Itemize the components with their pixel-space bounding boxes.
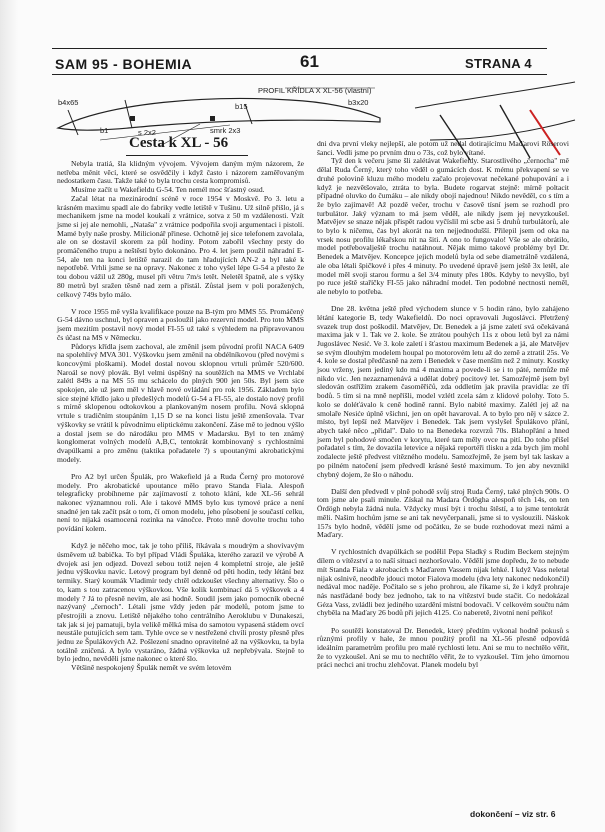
header-rule-bottom xyxy=(52,74,547,75)
paragraph: dni dva první vleky nejlepší, ale potom už nedal dotirajícímu Maďarovi Röserovi šanci. Vedli jsme po prvním dnu o 73s, což bylo vítané. xyxy=(317,139,569,157)
header-rule-top xyxy=(52,48,547,49)
page-number: 61 xyxy=(300,52,319,71)
article-title: Cesta k XL - 56 xyxy=(129,135,229,151)
profile-label: PROFIL KŘÍDLA X XL-56 (vlastní) xyxy=(258,86,372,95)
paragraph: Půdorys křídla jsem zachoval, ale změnil jsem původní profil NACA 6409 na spolehlivý MVA 301. Výškovku jsem změnil na obdélníkovou (před novými s koncovými ploškami). Model dostal novou sklopnou vrtuli průměr 520/600. Naroál se nový plovák. Byl velmi úspěšný na soutěžích na MMS ve Vrchlabí zalétl 849s a na MS 55 mu schácelo do plných 900 jen 50s. Byl jsem sice spokojen, ale už jsem měl v hlavě nové ovládání pro rok 1956. Základem bylo sice stejné křídlo jako u předešlých modelů G-54 a FI-55, ale dostalo nový profil s mírně sklopenou odtokovkou a plankovaným nosem profilu. Nová sklopná vrtule s tradičním stoupáním 1,15 D se na konci listu ještě zmenšovala. Tvar výškovky se vrátil k původnímu eliptickému zakončení. Záse mě to jednou výšlo a dostal jsem se do národáku pro MMS v Madarsku. Byl to ten známý konglomerat volných modelů A,B,C, tentokrát kombinovaný s rychlostními dvapúlkami a pro změnu (taktika pořadatele ?) s upoutanými akrobatickými modely. xyxy=(57,341,304,464)
paragraph: Dne 28. května ještě před východem slunce v 5 hodin ráno, bylo zahájeno létání kategorie B, tedy Wakefieldů. Do noci opravovali Jugoslávci. Přetržený svazek trup dost poškodil. Matvějev, Dr. Benedek a já jsme zaletí svá očekávaná maxima jak v 1. Tak ve 2. kole. Se ztrátou pouhých 11s z obou letů byl za námi Jugoslávec Nesić. Ve 3. kole zaletí i šťastou maximum Bedenek a já, ale Matvějev se svým dlouhým modelem houpal po motorovém letu až do země a ztratil 25s. Ve 4. kole se dostal předčasně na zem i Benedek v čase menším než 2 minuty. Kostky jsou vrženy, jsem jediný kdo má 4 maxima a povede-li se i to páté, nemůže mě nikdo vic. Jen nezaznamenává a udělat dobrý pocitový let. Samozřejmě jsem byl sledován ostřížím zrakem časoměřičů, zda oddletím jak pravila pravidla: ze tří bodů. 5 tím si na mně nepříšli, model vzlétl zcela sám z klidové polohy. Toto 5. kolo se doléťávalo k ceně hodině ranní. Bylo nabité maximy. Zalétl jej až na smolaře Nesiće úplně všichni, jen on opět havaroval. A to bylo pro něj v sázce 2. místo, byl lepší než Matvějev i Benedek. Tak jsem vyslyšel Špulákovo přání, abych také něco „přidal". Dalo to na Benedeka rozvrzů 70s. Blahopřání a hned jsem byl pohodové smočen v korytu, které tam měly ovce na pití. Do toho přišel pořadatel s tím, že dovazila letevice a nějaká reportéři tlisku a zda bych jim mohl zodalecte ještě předvest vítězného modelu. Samozřejmě, že jsem byl tak laskav a po pilném natočení jsem předvedl krásné šesté maximum. To jen aby nevznikl chybný dojem, že šlo o náhodu. xyxy=(317,304,569,479)
paragraph: Další den předvedl v plně pohodě svůj stroj Ruda Černý, také plných 900s. O tom jsme ale psali minule. Získal na Madara Ördögha alespoň těch 14s, on ten Ördögh nebyla žádná nula. Vždycky musí být i trochu štěstí, a to jsme tentokrát měli. Našim hochům jsme se ani tak nevyčerpanali, jsme si to vyslouzili. Náskok 157s bylo hodně, vědělí jsme od počátku, že se bude rozhodovat mezi námi a Maďary. xyxy=(317,486,569,540)
dim-b4x65: b4x65 xyxy=(58,98,79,107)
paragraph: Tyž den k večeru jsme šli zalétávat Wakefieldy. Starostlivého „černocha" mě dělal Ruda Černý, který toho věděl o gumácích dost. K mému překvapení se ve druhé polovině kluzu mého modelu začalo projevovat nečekané pohupování a i když je nezvětšovalo, ztráta to byla. Budete rogarvat stejně: mírně poltacit případné oluvko do čumáku – ale nikdy obojí najednou! Nikdo nevěděl, co s tím a že bylo zajímavě! Až pozdě večer, trochu v časově tísní jsem se rozhodl pro turbulátor. Jaký význam to má jsem věděl, ale nikdy jsem jej nevyzkoušel. Matvějev se snaze nějak přispět radou vyčíslil mi scbe asi 5 druhů turbulátorů, ale to bylo k ničemu, čas byl akorát na ten nejjednodušší. Přilepil jsem od oka na vrsek nosu profilu lékařskou nit na šiti. A ono to fungovalo! Vše se ale obrátilo, model potřebovalještě trochu natáhnout. Nějak mimo takové problémy byl Dr. Benedek a Matvějev. Koncepce jejich modelů byla od sebe diametrálně vzdálená, ale oba létali špičkové i přes 4 minuty. Po uvedené úpravě jsem ještě 3x letěl, ale model měl svoji starou formu a šel 3/4 minuty přes 180s. Kdyby to nevyšlo, byl po ruce ještě staříčky FI-55 jako náhradní model. Ten podobné nectnosti neměl, ale nebylo to potřeba. xyxy=(317,156,569,296)
header-title: SAM 95 - BOHEMIA xyxy=(55,56,193,72)
paragraph: V roce 1955 mě vyšla kvalifikace pouze na B-tým pro MMS 55. Promáčený G-54 dávno uschnul, byl opraven a posloužil jako rezervní model. Pro toto MMS jsem mezitím postavil nový model FI-55 už také s výhledem na připravovanou čs účast na MS v Německu. xyxy=(57,306,304,342)
dim-smrk: smrk 2x3 xyxy=(210,126,241,135)
page-edge-shadow xyxy=(0,0,18,832)
paragraph: V rychlostních dvapúlkách se podělil Pepa Sladký s Rudim Beckem stejným dílem o vítězství a to naší situaci nezhoršovalo. Vědělí jsme dopředu, že to nebude mít Standa Fiala v akrobacích s Maďarem Vassem nijak lehké. I když Vass neletal nijak oslnivě, neodbře jdouci motor Fialova modelu (dva lety nakonec nedokončil) nedával moc naděje. Počítalo se s jeho prohrou, ale říkame si, že i když prohraje nás nastřádané body bez jednoho, tak to na vítězství bude stačit. Co nedokázal Géza Vass, zvládli bez jediného uzardění místní bodovači. V celkovém součtu nám chyběla na Maďary 26 bodů při jejich 4125. Co naberetě, životní není peřiko! xyxy=(317,547,570,618)
title-underline xyxy=(126,155,248,156)
left-column xyxy=(57,160,304,673)
dim-b1: b1 xyxy=(100,126,109,135)
paragraph: Nebyla tratiá, šla klidným vývojem. Vývojem daným mým názorem, že netřeba měnit věcí, které se osvědčily i když často i názorem zaměřovaným nedostatkem času. Takže také to byla trochu cesta kompromisů. xyxy=(57,159,304,186)
paragraph: Pro A2 byl určen Špulák, pro Wakefield já a Ruda Černý pro motorové modely. Pro akrobatické upoutance mělo pravo Standa Fiala. Alespoň telegraficky probíhneme pár zajímavostí z tohoto klání, kde XL-56 sehrál nakonec významnou roli. Ale i takové MMS bylo kus tymové práce a není snadné jen tak začít psát o tom, čí omon modelu, jeho působení je součastí celku, není to nijaká osamocená rozinka na vánočce. Proto mně dovolte trochu toho povídání kolem. xyxy=(57,471,304,534)
paragraph: Musíme začít u Wakefieldu G-54. Ten nemél moc šťastný osud. xyxy=(71,185,265,195)
header-section: STRANA 4 xyxy=(465,56,532,71)
continuation-note: dokončení – viz str. 6 xyxy=(470,809,556,819)
paragraph: Po soutěži konstatoval Dr. Benedek, který předtím vykonal hodně pokusů s různými profily v hale, že mnou použitý profil na XL-56 přesně odpovídá ideálním parametrům profilu pro malé rychlosti letu. Ani se mu to nechtělo věřit, že to vyzkoušel. Ani se mu to nechtělo věřit, že to vyzkoušel. Tím jeho úmornou práci nechci ani trochu zlehčovat. Planek modelu byl xyxy=(317,625,569,670)
dim-s2x2: s 2x2 xyxy=(138,128,156,137)
paragraph: Většině nespokojený Špulák nemět ve svém letovém xyxy=(71,663,232,673)
dim-b3x20: b3x20 xyxy=(348,98,369,107)
paragraph: Když je něčeho moc, tak je toho příliš, říkávala s moudrým a shovívavým úsměvem už babička. To byl případ Vládi Špuláka, kterého zarazil ve výrobě A dvojek asi jen odjezd. Dovezl sebou totiž nejen 4 kompletní stroje, ale ještě jednu výškovku navíc. Letový program byl denně od pěti hodin, tedy létání bez termiky. Starý koumák Vladimír tedy chtěl odzkoušet všechny alternativy. Šlo o to, kam s tou zatracenou výškovkou. Vše kolik kombinací dá 5 výškovek a 4 modely ? Já to přesně nevím, ale asi hodně. Soudil jsem jako pomocník obecné nazývaný „černoch". Létali jsme vždy jeden pár modelů, potom jsme to přestrojili a znovu. Letiště nějakého toho centrálního Aeroklubu v Dunakeszi, tak jak si jej pamatuji, byla velikě mělká mísa do samotou vypasená stádem ovcí neustále putujících sem tam. Tyhle ovce se v nestřežené chvíli prosty přesně přes jednu ze Špulákových A2. Pošlezení snadno opravitelné až na výškovku, ta byla totálně zničená. A bylo vystaráno, žádná výškovka už nepřebývala. Stejně to bylo jedno, nevěděli jsme nakonec o které šlo. xyxy=(57,541,304,664)
dim-b15: b15 xyxy=(235,102,248,111)
paragraph: Začal létat na mezinárodní scéně v roce 1954 v Moskvě. Po 3. letu a krásném maximu spadl ale do fabriky vedle letiště v Tušinu. Už silně přišlo, já s mechanikem jsme na model koukali z vrátnice, sotva z 50 m vzdálenosti. Vzít jsme si jej ale nemohli, „Nataša" z vrátnice podpořila svoji argumentaci i pistolí. Mamé byly naše prosby. Milicionář přinese. Ochotně jej sice telefonem zavolala, ale on se dostavil skorem za půl hodiny. Potom zabořil všechny prsty do promáčeného trupu a neštěstí bylo dokonáno. Pro 4. let jsem použil náhradní E-54, ale ten na konci letiště narazil do tam hřadujících AN-2 a byl také k nepotřebě. Vrhli jsme se na opravy. Nakonec z toho vyšel lépe G-54 a přesto že tou dobou vážil už 280g, musel při větru 7m/s letět. Neletěl špatně, ale s výšky 80 metrů byl sražen těsně nad zem a přistál. Zůstal jsem v poli poražených, celkový 749s bylo málo. xyxy=(57,193,304,299)
right-column xyxy=(317,140,569,670)
